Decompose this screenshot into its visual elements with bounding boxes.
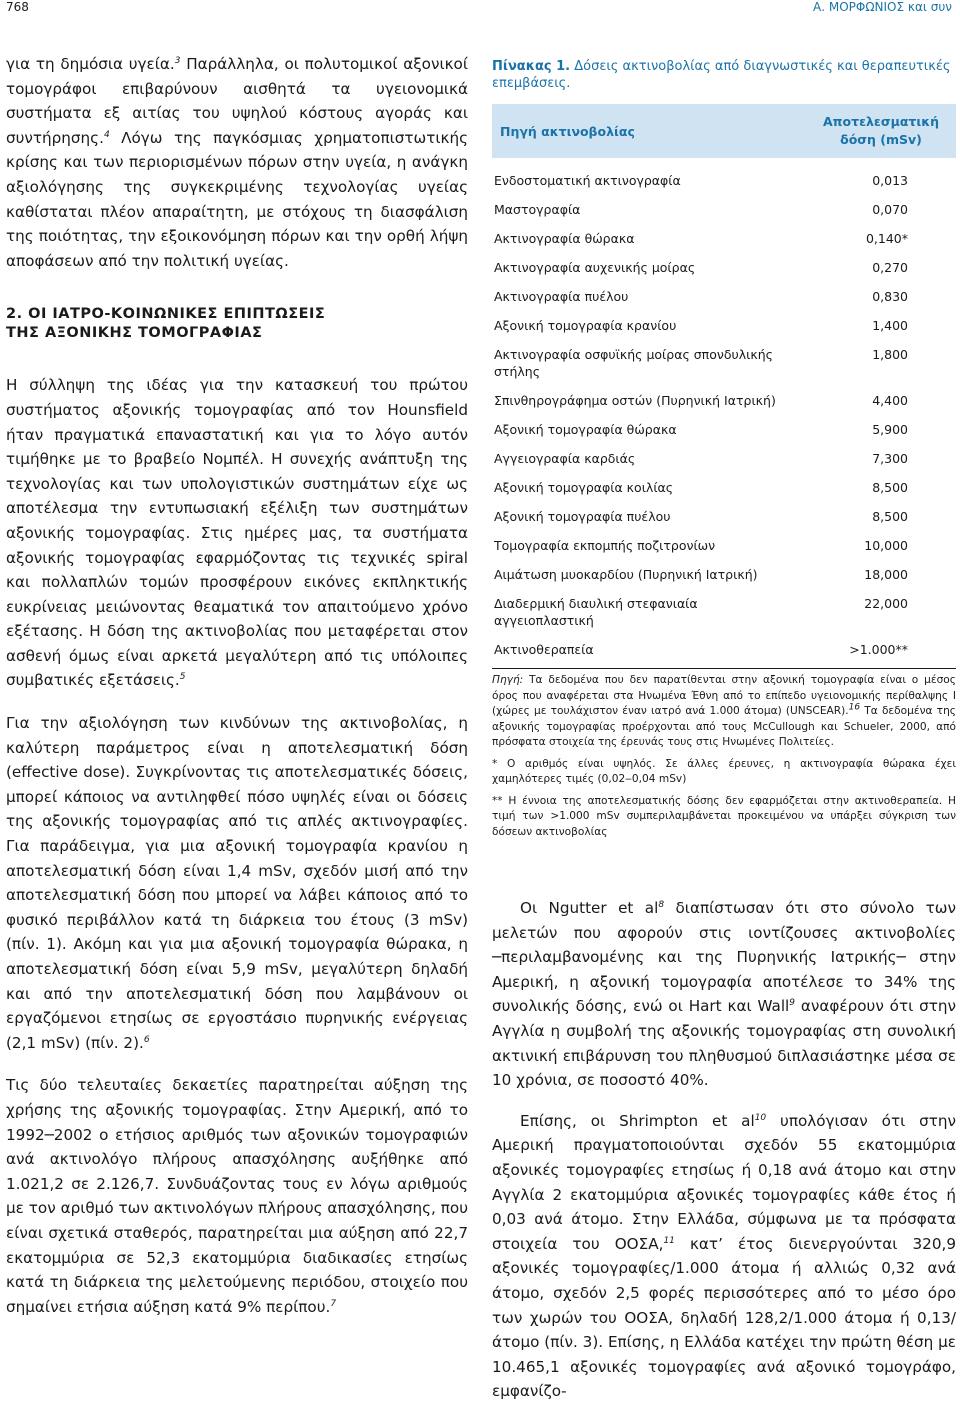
row-source: Αιμάτωση μυοκαρδίου (Πυρηνική Ιατρική): [494, 567, 758, 582]
row-dose: 1,800: [872, 347, 908, 362]
row-source: Αξονική τομογραφία κρανίου: [494, 318, 677, 333]
row-source: Ακτινογραφία οσφυϊκής μοίρας σπονδυλικής στήλης: [494, 347, 773, 379]
paragraph-intro: για τη δημόσια υγεία.$^3$ Παράλληλα, οι πολυτομικοί αξονικοί τομογράφοι επιβαρύνουν αισθητά τα υγειονομικά συστήματα εξ αιτίας του υψηλού κόστους αγοράς και συντήρησης.$^4$ Λόγω της παγκόσμιας χρηματοπιστωτικής κρίσης και των περιορισμένων πόρων στην υγεία, η ανάγκη αξιολόγησης της συγκεκριμένης τεχνολογίας υγείας καθίσταται πλέον απαραίτητη, με στόχους τη διασφάλιση της ποιότητας, την εξοικονόμηση πόρων και την ορθή λήψη αποφάσεων από την πολιτική υγείας.: [6, 55, 468, 270]
row-source: Σπινθηρογράφημα οστών (Πυρηνική Ιατρική): [494, 393, 776, 408]
row-source: Ακτινογραφία πυέλου: [494, 289, 629, 304]
row-dose: 8,500: [872, 480, 908, 495]
table-row: [492, 444, 956, 473]
citation-ref: 5: [179, 672, 186, 683]
row-dose: 10,000: [864, 538, 908, 553]
row-dose: 0,270: [872, 260, 908, 275]
row-source: Ακτινογραφία αυχενικής μοίρας: [494, 260, 696, 275]
table-row: [492, 531, 956, 560]
row-dose: 18,000: [864, 567, 908, 582]
right-column: [492, 58, 956, 1404]
table-row: [492, 560, 956, 589]
row-source: Αξονική τομογραφία θώρακα: [494, 422, 677, 437]
row-source: Μαστογραφία: [494, 202, 581, 217]
page-number: 768: [6, 0, 29, 14]
page-header: [0, 0, 960, 22]
table-header-source: Πηγή ακτινοβολίας: [492, 104, 806, 158]
citation-ref: 10: [754, 1112, 767, 1123]
row-source: Ενδοστοματική ακτινογραφία: [494, 173, 681, 188]
row-dose: 22,000: [864, 596, 908, 611]
table-row: [492, 502, 956, 531]
table-row: [492, 415, 956, 444]
paragraph-effective-dose: Για την αξιολόγηση των κινδύνων της ακτινοβολίας, η καλύτερη παράμετρος είναι η αποτελεσματική δόση (effective dose). Συγκρίνοντας τις αποτελεσματικές δόσεις, μπορεί κάποιος να αντιληφθεί πόσο υψηλές είναι οι δόσεις της αξονικής τομογραφίας από τις απλές ακτινογραφίες. Για παράδειγμα, για μια αξονική τομογραφία κρανίου η αποτελεσματική δόση είναι 1,4 mSv, σχεδόν μισή από την αποτελεσματική δόση που μπορεί να λάβει κάποιος από το φυσικό περιβάλλον κατά τη διάρκεια του έτους (3 mSv) (πίν. 1). Ακόμη και για μια αξονική τομογραφία θώρακα, η αποτελεσματική δόση είναι 5,9 mSv, μεγαλύτερη δηλαδή και από την αποτελεσματική δόση που λαμβάνουν οι εργαζόμενοι ετησίως σε εργοστάσιο πυρηνικής ενέργειας (2,1 mSv) (πίν. 2).$^6$: [6, 714, 468, 1052]
citation-ref: 11: [663, 1235, 675, 1246]
paragraph-ngutter: Οι Ngutter et $al^8$ διαπίστωσαν ότι στο σύνολο των μελετών που αφορούν στις ιοντίζουσες ακτινοβολίες ─περιλαμβανομένης και της Πυρηνικής Ιατρικής─ στην Αμερική, η αξονική τομογραφία αποτέλεσε το 34% της συνολικής δόσης, ενώ οι Hart και Wall$^9$ αναφέρουν ότι στην Αγγλία η συμβολή της αξονικής τομογραφίας στη συνολική ακτινική επιβάρυνση του πληθυσμού διπλασιάστηκε μέσα σε 10 χρόνια, σε ποσοστό 40%.: [492, 899, 957, 1090]
table-row: [492, 195, 956, 224]
row-dose: >1.000**: [849, 642, 908, 657]
table-note-double-asterisk: ** Η έννοια της αποτελεσματικής δόσης δεν εφαρμόζεται στην ακτινοθεραπεία. Η τιμή των >1.000 mSv συμπεριλαμβάνεται προκειμένου να υπάρξει σύγκριση των δόσεων ακτινοβολίας: [492, 794, 956, 838]
table-row: [492, 386, 956, 415]
row-source: Διαδερμική διαυλική στεφανιαία αγγειοπλαστική: [494, 596, 698, 628]
paragraph-shrimpton: Επίσης, οι Shrimpton et $al^{10}$ υπολόγισαν ότι στην Αμερική πραγματοποιούνται σχεδόν 55 εκατομμύρια αξονικές τομογραφίες ετησίως ή 0,18 ανά άτομο και στην Αγγλία 2 εκατομμύρια αξονικές τομογραφίες κάθε έτος ή 0,03 ανά άτομο. Στην Ελλάδα, σύμφωνα με τα πρόσφατα στοιχεία του ΟΟΣΑ,$^{11}$ κατ’ έτος διενεργούνται 320,9 αξονικές τομογραφίες/1.000 άτομα ή αλλιώς 0,32 ανά άτομο, σχεδόν 2,5 φορές περισσότερες από το μέσο όρο των χωρών του ΟΟΣΑ, δηλαδή 128,2/1.000 άτομα ή 0,13/άτομο (πίν. 3). Επίσης, η Ελλάδα κατέχει την πρώτη θέση με 10.465,1 αξονικές τομογραφίες ανά αξονικό τομογράφο, εμφανίζο-: [492, 1111, 957, 1401]
paragraph-usage-increase: Τις δύο τελευταίες δεκαετίες παρατηρείται αύξηση της χρήσης της αξονικής τομογραφίας. Στην Αμερική, από το 1992─2002 ο ετήσιος αριθμός των αξονικών τομογραφιών ανά ακτινολόγο πλήρους απασχόλησης αυξήθηκε από 1.021,2 σε 2.126,7. Συνδυάζοντας τους εν λόγω αριθμούς με τον αριθμό των ακτινολόγων πλήρους απασχόλησης, που είναι σχετικά σταθερός, παρατηρείται μια αύξηση από 22,7 εκατομμύρια σε 52,3 εκατομμύρια διαδικασίες ετησίως κατά τη διάρκεια της μελετούμενης περιόδου, στοιχείο που σημαίνει ετήσια αύξηση κατά 9% περίπου.$^7$: [6, 1076, 468, 1316]
table-note-source: Πηγή: Τα δεδομένα που δεν παρατίθενται στην αξονική τομογραφία είναι ο μέσος όρος που αναφέρεται στα Ηνωμένα Έθνη από το επίπεδο υγειονομικής περίθαλψης Ι (χώρες με τουλάχιστον έναν ιατρό ανά 1.000 άτομα) (UNSCEAR).$^{16}$ Τα δεδομένα της αξονικής τομογραφίας προέρχονται από τους McCullough και Schueler, 2000, από πρόσφατα στοιχεία της έρευνάς τους στις Ηνωμένες Πολιτείες.: [492, 674, 956, 748]
table-row: [492, 253, 956, 282]
citation-ref: 6: [143, 1034, 150, 1045]
table-row: [492, 311, 956, 340]
table-notes: [492, 668, 956, 840]
row-dose: 8,500: [872, 509, 908, 524]
row-dose: 0,070: [872, 202, 908, 217]
running-head: Α. ΜΟΡΦΩΝΙΟΣ και συν: [813, 0, 952, 14]
table-row: [492, 589, 956, 635]
left-column: [6, 52, 468, 1319]
row-dose: 0,013: [872, 173, 908, 188]
row-source: Ακτινοθεραπεία: [494, 642, 594, 657]
row-source: Αγγειογραφία καρδιάς: [494, 451, 636, 466]
radiation-dose-table: [492, 104, 956, 664]
row-source: Αξονική τομογραφία κοιλίας: [494, 480, 674, 495]
row-dose: 5,900: [872, 422, 908, 437]
table-header-dose: Αποτελεσματική δόση (mSv): [806, 104, 956, 158]
citation-ref: 7: [330, 1298, 337, 1309]
table-caption: Πίνακας 1. Δόσεις ακτινοβολίας από διαγνωστικές και θεραπευτικές επεμβάσεις.: [492, 59, 951, 91]
table-row: [492, 340, 956, 386]
row-source: Ακτινογραφία θώρακα: [494, 231, 635, 246]
citation-ref: 4: [103, 129, 110, 140]
row-dose: 0,140*: [865, 231, 908, 246]
row-dose: 0,830: [872, 289, 908, 304]
row-source: Αξονική τομογραφία πυέλου: [494, 509, 671, 524]
table-row: [492, 282, 956, 311]
row-dose: 1,400: [872, 318, 908, 333]
paragraph-hounsfield: Η σύλληψη της ιδέας για την κατασκευή του πρώτου συστήματος αξονικής τομογραφίας από τον Hounsfield ήταν πραγματικά επαναστατική και για το λόγο αυτόν τιμήθηκε με το βραβείο Νομπέλ. Η συνεχής ανάπτυξη της τεχνολογίας και των υπολογιστικών συστημάτων είχε ως αποτέλεσμα την εντυπωσιακή εξέλιξη των συστημάτων αξονικής τομογραφίας. Στις ημέρες μας, τα συστήματα αξονικής τομογραφίας εφαρμόζοντας τις τεχνικές spiral και πολλαπλών τομών προσφέρουν εικόνες εκπληκτικής ευκρίνειας μειώνοντας θεαματικά τον απαιτούμενο χρόνο εξέτασης. Η δόση της ακτινοβολίας που μεταφέρεται στον ασθενή όμως είναι αρκετά μεγαλύτερη από τις υπόλοιπες συμβατικές εξετάσεις.$^5$: [6, 376, 468, 690]
row-dose: 7,300: [872, 451, 908, 466]
section-heading: 2. ΟΙ ΙΑΤΡΟ-ΚΟΙΝΩΝΙΚΕΣ ΕΠΙΠΤΩΣΕΙΣ ΤΗΣ ΑΞΟΝΙΚΗΣ ΤΟΜΟΓΡΑΦΙΑΣ: [6, 306, 326, 342]
row-dose: 4,400: [872, 393, 908, 408]
citation-ref: 8: [658, 899, 665, 910]
citation-ref: 16: [848, 702, 861, 713]
table-note-asterisk: * Ο αριθμός είναι υψηλός. Σε άλλες έρευνες, η ακτινογραφία θώρακα έχει χαμηλότερες τιμές (0,02‒0,04 mSv): [492, 757, 956, 785]
table-row: [492, 635, 956, 664]
table-row: [492, 473, 956, 502]
citation-ref: 9: [789, 998, 795, 1009]
table-row: [492, 224, 956, 253]
row-source: Τομογραφία εκπομπής ποζιτρονίων: [494, 538, 716, 553]
citation-ref: 3: [174, 55, 181, 66]
table-row: [492, 158, 956, 195]
